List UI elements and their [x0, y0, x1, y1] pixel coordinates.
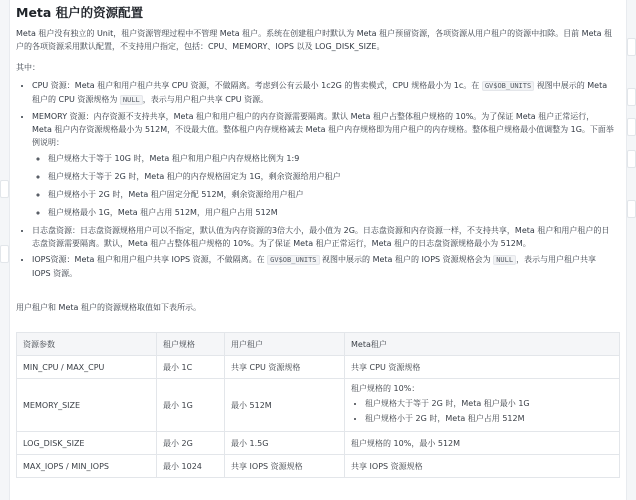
- table-cell: 共享 CPU 资源规格: [345, 356, 620, 379]
- list-item-iops: • IOPS资源：Meta 租户和用户租户共享 IOPS 资源，不做隔离。在 GV$OB_UNITS 视图中展示的 Meta 租户的 IOPS 资源规格会为 NULL ，表示与用户租户共享 IOPS 资源。: [32, 253, 614, 280]
- list-item: • 租户规格大于等于 2G 时，Meta 租户最小 1G: [365, 397, 613, 410]
- column-header: 用户租户: [225, 333, 345, 356]
- intro-paragraph: Meta 租户没有独立的 Unit，租户资源管理过程中不管理 Meta 租户。系统在创建租户时默认为 Meta 租户预留资源，各项资源从用户租户的资源中扣除。目前 Meta 租户的各项资源采用默认配置，不支持用户指定，包括：CPU、MEMORY、IOPS 以及 LOG_DISK_SIZE。: [16, 29, 613, 51]
- list-lead: 其中：: [16, 63, 40, 72]
- table-row: [17, 356, 620, 379]
- resource-list: [16, 79, 614, 280]
- table-cell: 租户规格的 10%，最小 512M: [345, 432, 620, 455]
- table-cell: MAX_IOPS / MIN_IOPS: [17, 455, 157, 478]
- resource-spec-table: [16, 332, 620, 478]
- code-gv-ob-units: GV$OB_UNITS: [482, 81, 534, 91]
- table-cell: MEMORY_SIZE: [17, 379, 157, 432]
- table-cell: 共享 CPU 资源规格: [225, 356, 345, 379]
- right-rail-handle[interactable]: [627, 38, 636, 56]
- section-title: Meta 租户的资源配置: [16, 5, 144, 20]
- table-cell: 最小 1024: [157, 455, 225, 478]
- table-cell: 最小 1.5G: [225, 432, 345, 455]
- list-item-cpu: • CPU 资源：Meta 租户和用户租户共享 CPU 资源，不做隔离。考虑到公有云最小 1c2G 的售卖模式，CPU 规格最小为 1c。在 GV$OB_UNITS 视图中展示的 Meta 租户的 CPU 资源规格为 NULL ，表示与用户租户共享 CPU 资源。: [32, 79, 614, 107]
- table-row: [17, 432, 620, 455]
- article-content: [16, 4, 614, 478]
- code-null: NULL: [493, 255, 516, 265]
- list-item: • 租户规格小于 2G 时，Meta 租户占用 512M: [365, 412, 613, 425]
- right-rail-handle[interactable]: [627, 118, 636, 136]
- table-cell: 最小 1C: [157, 356, 225, 379]
- cell-text: 租户规格的 10%：: [351, 384, 420, 393]
- right-rail-handle[interactable]: [627, 150, 636, 168]
- table-cell: [345, 379, 620, 432]
- table-intro: 用户租户和 Meta 租户的资源规格取值如下表所示。: [16, 303, 201, 312]
- column-header: Meta租户: [345, 333, 620, 356]
- list-item: ◦ 租户规格最小 1G，Meta 租户占用 512M，用户租户占用 512M: [48, 206, 614, 219]
- list-item-memory: • MEMORY 资源：内存资源不支持共享，Meta 租户和用户租户的内存资源需要隔离。默认 Meta 租户占整体租户规格的 10%。为了保证 Meta 租户正常运行，Meta 租户内存资源规格最小为 512M，不设最大值。整体租户内存规格减去 Meta 租户内存规格即为用户租户的内存规格。整体租户规格最小值调整为 1G。下面举例说明： ◦ 租户规格大于等于 10G 时，Meta 租户和用户租户内存规格比例为 1:9 ◦ 租户规格大于等于 2G 时，Meta 租户的内存规格固定为 1G，剩余资源给用户租户 ◦ 租户规格小于 2G 时，Meta 租户固定分配 512M，剩余资源给用户租户 ◦ 租户规格最小 1G，Meta 租户占用 512M，用户租户占用 512M: [32, 110, 614, 219]
- right-rail-handle[interactable]: [627, 200, 636, 218]
- list-item: ◦ 租户规格小于 2G 时，Meta 租户固定分配 512M，剩余资源给用户租户: [48, 188, 614, 201]
- left-rail-handle[interactable]: [0, 245, 9, 263]
- table-cell: 最小 1G: [157, 379, 225, 432]
- code-null: NULL: [120, 95, 143, 105]
- table-cell: 最小 512M: [225, 379, 345, 432]
- list-item-logdisk: • 日志盘资源：日志盘资源规格用户可以不指定，默认值为内存资源的3倍大小，最小值为 2G。日志盘资源和内存资源一样，不支持共享，Meta 租户和用户租户的日志盘资源需要隔离。默认，Meta 租户占整体租户规格的 10%。为了保证 Meta 租户正常运行，Meta 租户的日志盘资源规格最小为 512M。: [32, 224, 614, 250]
- table-header-row: [17, 333, 620, 356]
- cell-list: [351, 397, 613, 425]
- right-rail-handle[interactable]: [627, 88, 636, 106]
- table-cell: 共享 IOPS 资源规格: [345, 455, 620, 478]
- list-item: ◦ 租户规格大于等于 10G 时，Meta 租户和用户租户内存规格比例为 1:9: [48, 152, 614, 165]
- table-row: [17, 379, 620, 432]
- left-scroll-rail[interactable]: [0, 0, 10, 500]
- code-gv-ob-units: GV$OB_UNITS: [267, 255, 319, 265]
- memory-examples: [32, 152, 614, 219]
- left-rail-handle[interactable]: [0, 180, 9, 198]
- table-cell: 最小 2G: [157, 432, 225, 455]
- table-row: [17, 455, 620, 478]
- table-cell: 共享 IOPS 资源规格: [225, 455, 345, 478]
- list-item: ◦ 租户规格大于等于 2G 时，Meta 租户的内存规格固定为 1G，剩余资源给用户租户: [48, 170, 614, 183]
- column-header: 资源参数: [17, 333, 157, 356]
- table-cell: LOG_DISK_SIZE: [17, 432, 157, 455]
- right-scroll-rail[interactable]: [626, 0, 636, 500]
- table-cell: MIN_CPU / MAX_CPU: [17, 356, 157, 379]
- column-header: 租户规格: [157, 333, 225, 356]
